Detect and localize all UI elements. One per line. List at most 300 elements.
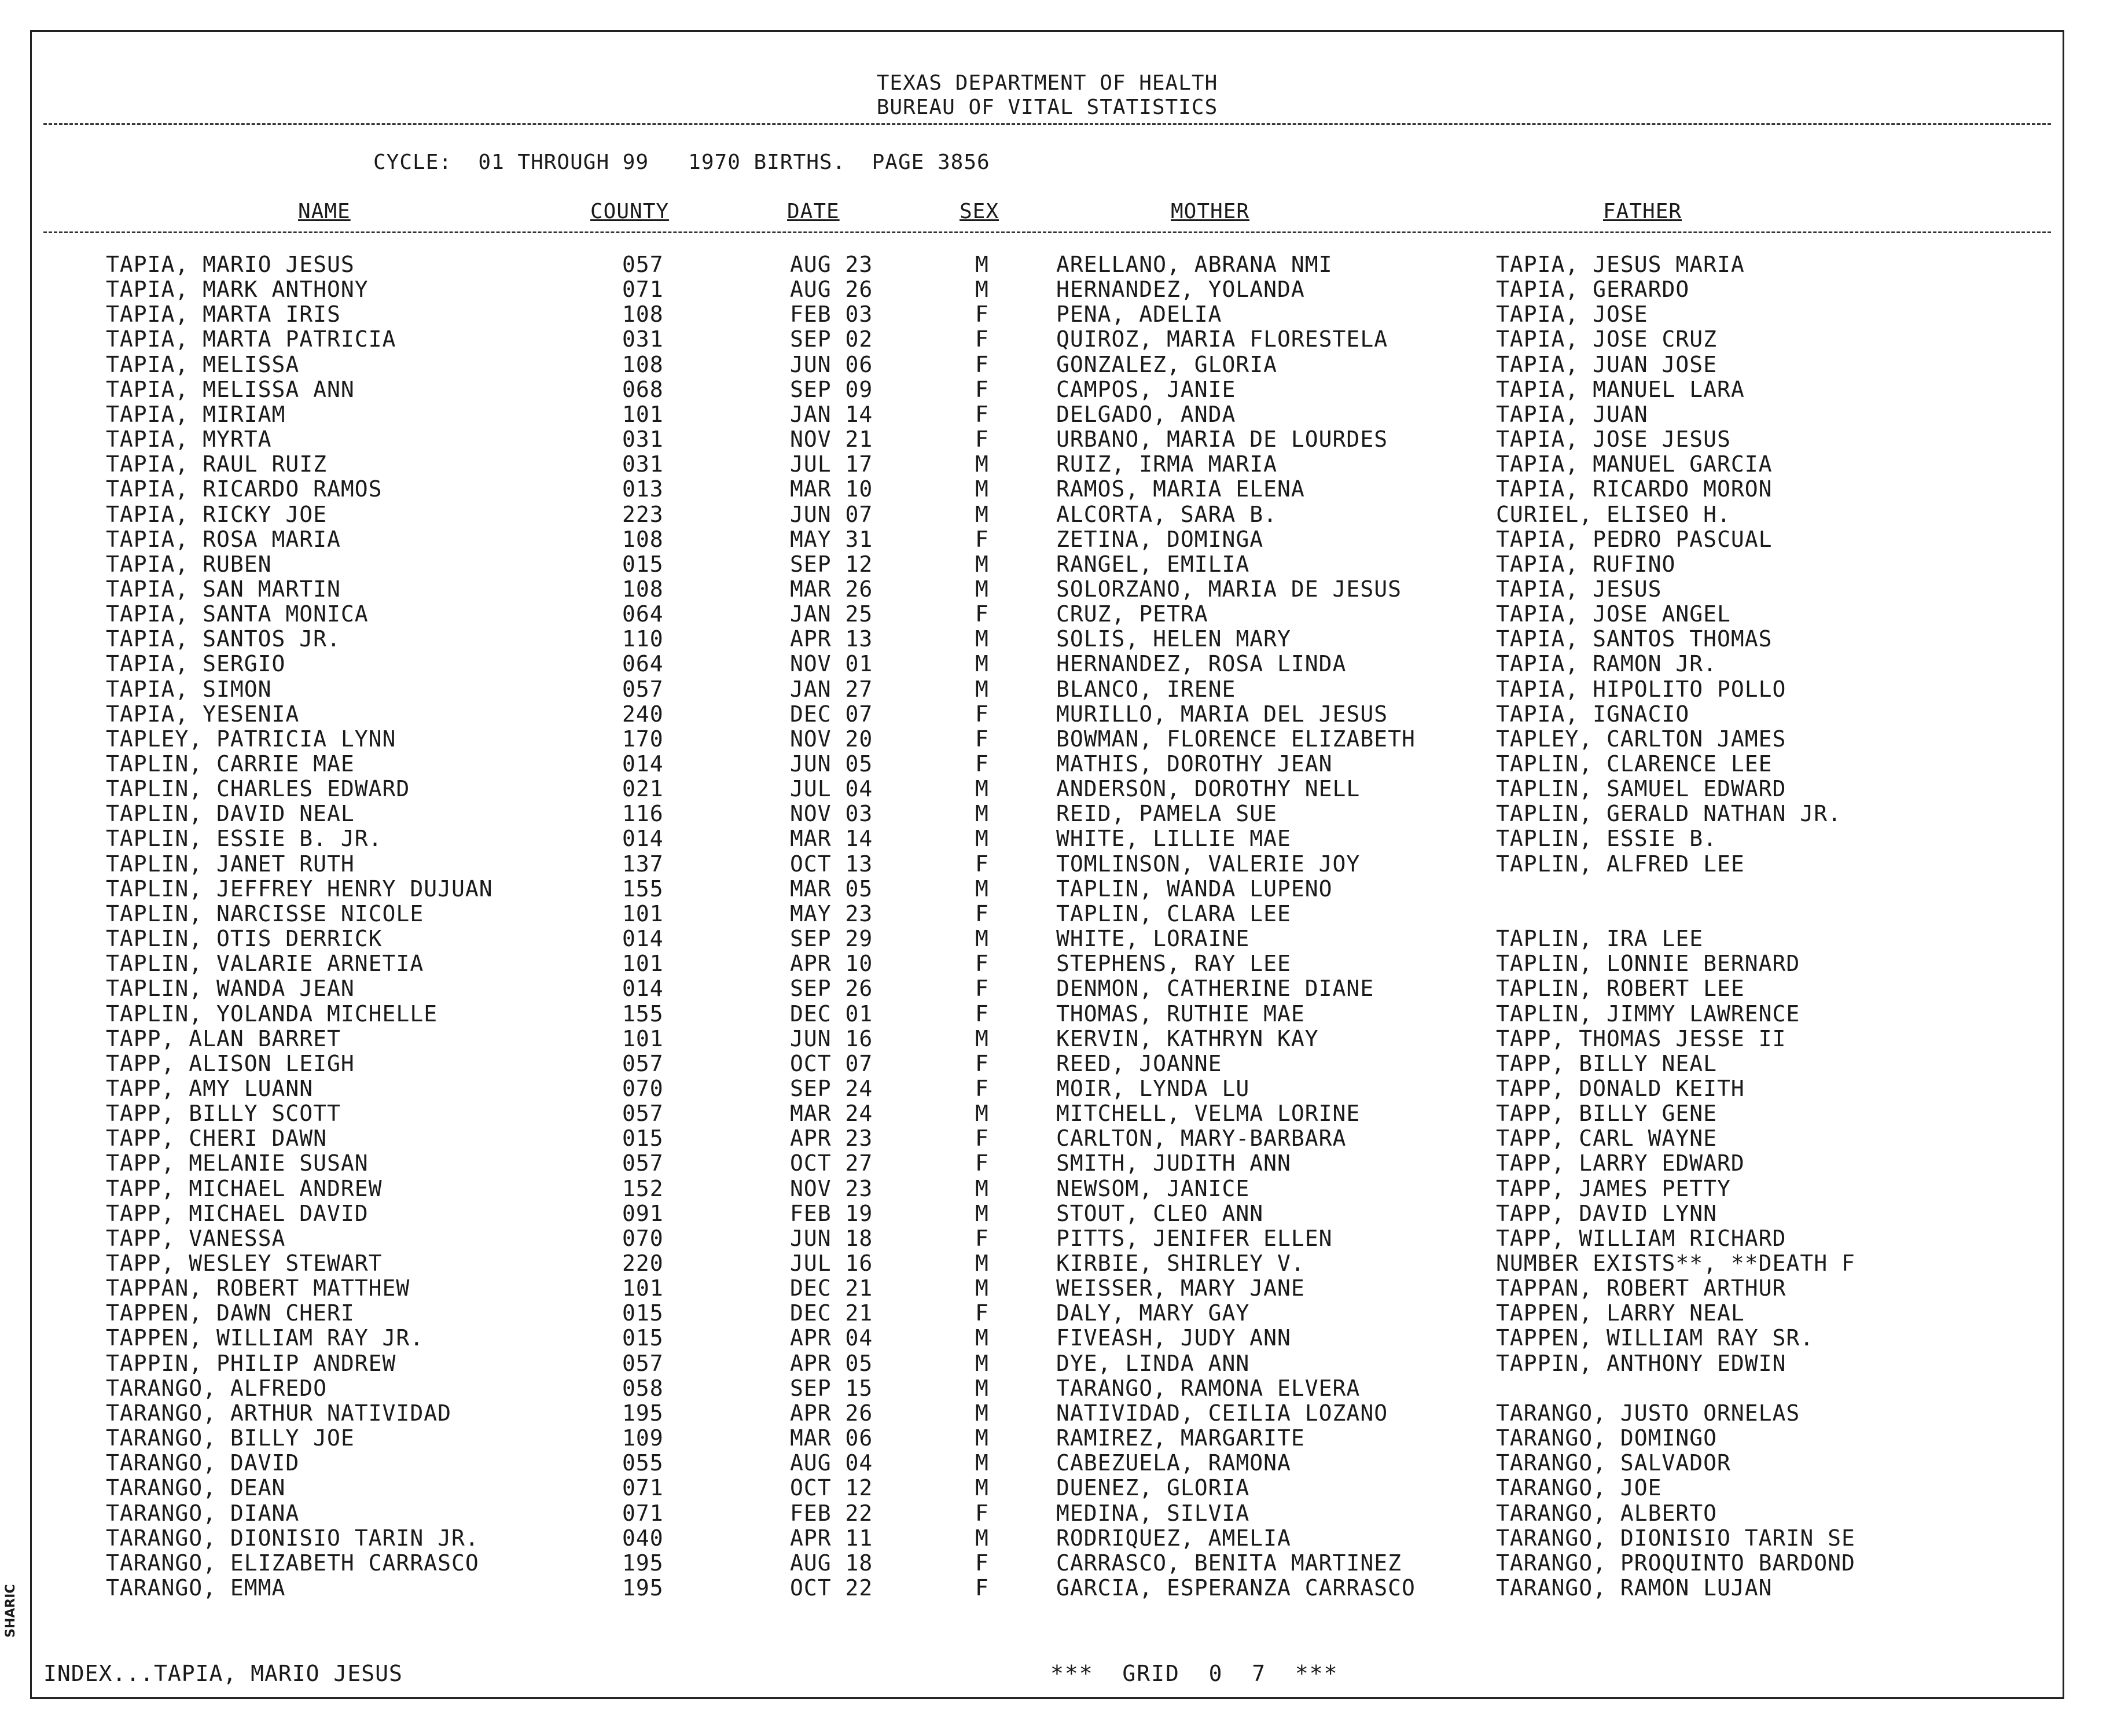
cell-sex: M bbox=[975, 926, 989, 952]
cell-name: TAPIA, SAN MARTIN bbox=[106, 576, 341, 602]
cell-date: MAR 10 bbox=[790, 476, 873, 502]
cell-date: NOV 03 bbox=[790, 801, 873, 827]
cell-mother: PENA, ADELIA bbox=[1056, 301, 1222, 328]
cell-mother: TAPLIN, CLARA LEE bbox=[1056, 900, 1291, 926]
cell-date: AUG 18 bbox=[790, 1550, 873, 1576]
cell-county: 152 bbox=[622, 1175, 664, 1201]
cell-sex: M bbox=[975, 1400, 989, 1426]
cell-father: TAPP, BILLY GENE bbox=[1496, 1101, 1718, 1127]
cell-name: TAPIA, RUBEN bbox=[106, 551, 272, 577]
cell-county: 057 bbox=[622, 1150, 664, 1176]
cell-father: TAPIA, JOSE JESUS bbox=[1496, 426, 1731, 453]
cell-county: 070 bbox=[622, 1075, 664, 1101]
cell-mother: GONZALEZ, GLORIA bbox=[1056, 351, 1278, 377]
cell-name: TAPPIN, PHILIP ANDREW bbox=[106, 1350, 396, 1376]
cell-county: 040 bbox=[622, 1525, 664, 1551]
cell-sex: F bbox=[975, 751, 989, 777]
cell-county: 091 bbox=[622, 1200, 664, 1226]
cell-sex: M bbox=[975, 277, 989, 303]
cell-mother: MEDINA, SILVIA bbox=[1056, 1500, 1250, 1526]
cell-county: 155 bbox=[622, 876, 664, 902]
cell-father: TARANGO, DIONISIO TARIN SE bbox=[1496, 1525, 1855, 1551]
cell-sex: F bbox=[975, 376, 989, 402]
divider bbox=[43, 231, 2051, 233]
cell-mother: RAMIREZ, MARGARITE bbox=[1056, 1425, 1305, 1451]
cell-father: TAPIA, RAMON JR. bbox=[1496, 651, 1718, 677]
cell-mother: HERNANDEZ, YOLANDA bbox=[1056, 277, 1305, 303]
cell-name: TAPLIN, JANET RUTH bbox=[106, 851, 355, 877]
cell-father: TAPIA, SANTOS THOMAS bbox=[1496, 626, 1773, 652]
cell-date: MAR 14 bbox=[790, 826, 873, 852]
cell-date: OCT 12 bbox=[790, 1475, 873, 1501]
cell-sex: F bbox=[975, 351, 989, 377]
cell-mother: MITCHELL, VELMA LORINE bbox=[1056, 1101, 1361, 1127]
cell-county: 021 bbox=[622, 776, 664, 802]
cell-sex: M bbox=[975, 676, 989, 702]
cell-mother: SMITH, JUDITH ANN bbox=[1056, 1150, 1291, 1176]
cell-father: TAPLIN, LONNIE BERNARD bbox=[1496, 951, 1800, 977]
cell-date: MAR 06 bbox=[790, 1425, 873, 1451]
cell-county: 101 bbox=[622, 1275, 664, 1301]
cell-county: 109 bbox=[622, 1425, 664, 1451]
cell-father: TAPPEN, LARRY NEAL bbox=[1496, 1300, 1745, 1326]
cell-sex: M bbox=[975, 1175, 989, 1201]
cell-mother: SOLORZANO, MARIA DE JESUS bbox=[1056, 576, 1402, 602]
cell-sex: F bbox=[975, 601, 989, 627]
cell-mother: RANGEL, EMILIA bbox=[1056, 551, 1250, 577]
cell-sex: F bbox=[975, 1150, 989, 1176]
cell-mother: KERVIN, KATHRYN KAY bbox=[1056, 1025, 1319, 1051]
cell-mother: KIRBIE, SHIRLEY V. bbox=[1056, 1250, 1305, 1276]
cell-name: TAPP, ALISON LEIGH bbox=[106, 1050, 355, 1076]
cell-mother: CARLTON, MARY-BARBARA bbox=[1056, 1126, 1347, 1152]
cell-name: TAPPEN, DAWN CHERI bbox=[106, 1300, 355, 1326]
cell-sex: M bbox=[975, 1425, 989, 1451]
cell-father: TAPP, BILLY NEAL bbox=[1496, 1050, 1718, 1076]
cell-sex: M bbox=[975, 876, 989, 902]
column-header-date: DATE bbox=[787, 200, 840, 223]
cell-date: OCT 07 bbox=[790, 1050, 873, 1076]
cell-sex: M bbox=[975, 1025, 989, 1051]
cell-sex: M bbox=[975, 801, 989, 827]
cell-father: TAPLIN, GERALD NATHAN JR. bbox=[1496, 801, 1841, 827]
cell-sex: M bbox=[975, 1275, 989, 1301]
page-frame bbox=[30, 30, 2064, 1699]
cell-sex: M bbox=[975, 776, 989, 802]
cell-name: TAPLIN, CHARLES EDWARD bbox=[106, 776, 410, 802]
cell-name: TAPP, BILLY SCOTT bbox=[106, 1101, 341, 1127]
cell-mother: FIVEASH, JUDY ANN bbox=[1056, 1325, 1291, 1351]
cell-date: APR 05 bbox=[790, 1350, 873, 1376]
cell-father: TAPLIN, SAMUEL EDWARD bbox=[1496, 776, 1787, 802]
cell-mother: WHITE, LORAINE bbox=[1056, 926, 1250, 952]
cell-mother: ZETINA, DOMINGA bbox=[1056, 526, 1264, 552]
cell-father: CURIEL, ELISEO H. bbox=[1496, 501, 1731, 527]
cell-name: TAPPEN, WILLIAM RAY JR. bbox=[106, 1325, 424, 1351]
cell-date: JAN 14 bbox=[790, 401, 873, 427]
cell-date: JUN 18 bbox=[790, 1225, 873, 1251]
cell-county: 108 bbox=[622, 351, 664, 377]
cell-mother: DENMON, CATHERINE DIANE bbox=[1056, 976, 1374, 1002]
cell-mother: THOMAS, RUTHIE MAE bbox=[1056, 1001, 1305, 1027]
cell-sex: M bbox=[975, 626, 989, 652]
agency-title: TEXAS DEPARTMENT OF HEALTH bbox=[876, 71, 1218, 95]
cell-date: AUG 26 bbox=[790, 277, 873, 303]
cell-mother: BLANCO, IRENE bbox=[1056, 676, 1236, 702]
cell-county: 101 bbox=[622, 900, 664, 926]
cell-mother: MATHIS, DOROTHY JEAN bbox=[1056, 751, 1333, 777]
cell-date: FEB 03 bbox=[790, 301, 873, 328]
cell-mother: ARELLANO, ABRANA NMI bbox=[1056, 252, 1333, 277]
cell-name: TARANGO, DIONISIO TARIN JR. bbox=[106, 1525, 479, 1551]
cell-sex: F bbox=[975, 726, 989, 752]
cell-date: NOV 01 bbox=[790, 651, 873, 677]
cell-sex: M bbox=[975, 501, 989, 527]
cell-name: TAPIA, SANTOS JR. bbox=[106, 626, 341, 652]
cell-county: 071 bbox=[622, 1500, 664, 1526]
cell-date: APR 23 bbox=[790, 1126, 873, 1152]
cell-sex: F bbox=[975, 1126, 989, 1152]
cell-father: TAPP, DONALD KEITH bbox=[1496, 1075, 1745, 1101]
cell-sex: F bbox=[975, 976, 989, 1002]
cell-father: TAPPIN, ANTHONY EDWIN bbox=[1496, 1350, 1787, 1376]
cell-mother: REED, JOANNE bbox=[1056, 1050, 1222, 1076]
cell-county: 170 bbox=[622, 726, 664, 752]
cell-sex: F bbox=[975, 1550, 989, 1576]
cell-sex: F bbox=[975, 701, 989, 727]
cell-mother: REID, PAMELA SUE bbox=[1056, 801, 1278, 827]
cell-father: TARANGO, JOE bbox=[1496, 1475, 1662, 1501]
cell-name: TAPP, CHERI DAWN bbox=[106, 1126, 328, 1152]
cell-name: TAPP, WESLEY STEWART bbox=[106, 1250, 383, 1276]
cell-mother: WHITE, LILLIE MAE bbox=[1056, 826, 1291, 852]
cell-county: 071 bbox=[622, 277, 664, 303]
cell-county: 031 bbox=[622, 426, 664, 453]
cell-father: TAPLIN, ALFRED LEE bbox=[1496, 851, 1745, 877]
bureau-title: BUREAU OF VITAL STATISTICS bbox=[876, 95, 1218, 119]
cell-mother: RAMOS, MARIA ELENA bbox=[1056, 476, 1305, 502]
cell-sex: M bbox=[975, 651, 989, 677]
cell-father: TAPP, DAVID LYNN bbox=[1496, 1200, 1718, 1226]
cell-father: TAPLEY, CARLTON JAMES bbox=[1496, 726, 1787, 752]
cell-sex: M bbox=[975, 1525, 989, 1551]
cell-county: 155 bbox=[622, 1001, 664, 1027]
cell-date: SEP 12 bbox=[790, 551, 873, 577]
cell-father: TAPP, LARRY EDWARD bbox=[1496, 1150, 1745, 1176]
cell-county: 101 bbox=[622, 1025, 664, 1051]
cell-sex: M bbox=[975, 476, 989, 502]
cell-father: TAPIA, MANUEL LARA bbox=[1496, 376, 1745, 402]
cell-father: TARANGO, JUSTO ORNELAS bbox=[1496, 1400, 1800, 1426]
cell-sex: F bbox=[975, 1500, 989, 1526]
cell-mother: HERNANDEZ, ROSA LINDA bbox=[1056, 651, 1347, 677]
cell-sex: M bbox=[975, 551, 989, 577]
cell-name: TAPIA, RAUL RUIZ bbox=[106, 451, 328, 477]
cell-name: TAPIA, MYRTA bbox=[106, 426, 272, 453]
cell-father: TAPLIN, CLARENCE LEE bbox=[1496, 751, 1773, 777]
cell-mother: ALCORTA, SARA B. bbox=[1056, 501, 1278, 527]
cell-name: TAPP, VANESSA bbox=[106, 1225, 286, 1251]
cell-mother: WEISSER, MARY JANE bbox=[1056, 1275, 1305, 1301]
cell-date: MAR 26 bbox=[790, 576, 873, 602]
cell-date: DEC 21 bbox=[790, 1300, 873, 1326]
cell-county: 108 bbox=[622, 301, 664, 328]
divider bbox=[43, 123, 2051, 125]
cell-name: TAPIA, ROSA MARIA bbox=[106, 526, 341, 552]
side-mark: SHARIC bbox=[3, 1584, 18, 1638]
cell-sex: M bbox=[975, 252, 989, 277]
cell-name: TAPIA, MARIO JESUS bbox=[106, 252, 355, 277]
cell-father: TAPIA, JOSE CRUZ bbox=[1496, 326, 1718, 352]
cell-county: 108 bbox=[622, 576, 664, 602]
cell-county: 057 bbox=[622, 1101, 664, 1127]
cell-date: APR 26 bbox=[790, 1400, 873, 1426]
cell-county: 220 bbox=[622, 1250, 664, 1276]
cell-father: TAPP, CARL WAYNE bbox=[1496, 1126, 1718, 1152]
cell-father: TAPP, THOMAS JESSE II bbox=[1496, 1025, 1787, 1051]
cell-mother: CAMPOS, JANIE bbox=[1056, 376, 1236, 402]
cell-father: TAPP, JAMES PETTY bbox=[1496, 1175, 1731, 1201]
cell-father: TAPIA, JOSE ANGEL bbox=[1496, 601, 1731, 627]
cell-sex: M bbox=[975, 1450, 989, 1476]
cell-name: TAPLIN, DAVID NEAL bbox=[106, 801, 355, 827]
cell-date: AUG 23 bbox=[790, 252, 873, 277]
cell-sex: M bbox=[975, 1475, 989, 1501]
cell-county: 057 bbox=[622, 1350, 664, 1376]
cell-date: AUG 04 bbox=[790, 1450, 873, 1476]
cell-date: APR 04 bbox=[790, 1325, 873, 1351]
cell-county: 031 bbox=[622, 451, 664, 477]
cell-father: TARANGO, ALBERTO bbox=[1496, 1500, 1718, 1526]
cell-father: TAPIA, IGNACIO bbox=[1496, 701, 1690, 727]
cell-county: 116 bbox=[622, 801, 664, 827]
cell-name: TAPP, ALAN BARRET bbox=[106, 1025, 341, 1051]
cell-father: TAPIA, JESUS bbox=[1496, 576, 1662, 602]
cell-sex: F bbox=[975, 1050, 989, 1076]
cell-mother: URBANO, MARIA DE LOURDES bbox=[1056, 426, 1388, 453]
cell-sex: F bbox=[975, 951, 989, 977]
cell-sex: M bbox=[975, 1250, 989, 1276]
cell-sex: F bbox=[975, 1001, 989, 1027]
cell-father: TAPIA, GERARDO bbox=[1496, 277, 1690, 303]
cell-date: JUN 05 bbox=[790, 751, 873, 777]
cell-sex: F bbox=[975, 426, 989, 453]
cell-date: MAY 31 bbox=[790, 526, 873, 552]
cell-father: TARANGO, DOMINGO bbox=[1496, 1425, 1718, 1451]
cell-mother: STOUT, CLEO ANN bbox=[1056, 1200, 1264, 1226]
cell-county: 014 bbox=[622, 976, 664, 1002]
cell-county: 240 bbox=[622, 701, 664, 727]
cell-mother: TAPLIN, WANDA LUPENO bbox=[1056, 876, 1333, 902]
cell-father: TAPLIN, IRA LEE bbox=[1496, 926, 1704, 952]
cell-county: 195 bbox=[622, 1575, 664, 1601]
cell-county: 014 bbox=[622, 826, 664, 852]
cell-county: 101 bbox=[622, 401, 664, 427]
cell-county: 195 bbox=[622, 1400, 664, 1426]
cell-date: JUN 07 bbox=[790, 501, 873, 527]
cell-name: TAPLIN, CARRIE MAE bbox=[106, 751, 355, 777]
cell-sex: F bbox=[975, 1075, 989, 1101]
cell-name: TARANGO, ELIZABETH CARRASCO bbox=[106, 1550, 479, 1576]
cell-date: FEB 19 bbox=[790, 1200, 873, 1226]
cell-date: OCT 27 bbox=[790, 1150, 873, 1176]
cell-date: SEP 09 bbox=[790, 376, 873, 402]
cell-mother: SOLIS, HELEN MARY bbox=[1056, 626, 1291, 652]
cell-date: SEP 29 bbox=[790, 926, 873, 952]
cell-county: 055 bbox=[622, 1450, 664, 1476]
cell-father: TARANGO, PROQUINTO BARDOND bbox=[1496, 1550, 1855, 1576]
cell-sex: M bbox=[975, 1200, 989, 1226]
cell-county: 014 bbox=[622, 751, 664, 777]
cell-mother: PITTS, JENIFER ELLEN bbox=[1056, 1225, 1333, 1251]
cell-sex: F bbox=[975, 1225, 989, 1251]
cell-county: 015 bbox=[622, 1126, 664, 1152]
cell-county: 064 bbox=[622, 651, 664, 677]
cell-sex: F bbox=[975, 1575, 989, 1601]
cell-date: JUN 16 bbox=[790, 1025, 873, 1051]
cell-name: TAPIA, MARK ANTHONY bbox=[106, 277, 369, 303]
cell-name: TAPIA, YESENIA bbox=[106, 701, 300, 727]
cell-sex: F bbox=[975, 526, 989, 552]
cell-county: 137 bbox=[622, 851, 664, 877]
cell-sex: F bbox=[975, 900, 989, 926]
cell-mother: GARCIA, ESPERANZA CARRASCO bbox=[1056, 1575, 1416, 1601]
cell-father: TAPLIN, ROBERT LEE bbox=[1496, 976, 1745, 1002]
cell-county: 068 bbox=[622, 376, 664, 402]
cell-sex: M bbox=[975, 1101, 989, 1127]
cell-father: TAPIA, JUAN JOSE bbox=[1496, 351, 1718, 377]
cell-name: TARANGO, BILLY JOE bbox=[106, 1425, 355, 1451]
cell-date: OCT 22 bbox=[790, 1575, 873, 1601]
cell-date: SEP 15 bbox=[790, 1375, 873, 1401]
cell-mother: ANDERSON, DOROTHY NELL bbox=[1056, 776, 1361, 802]
cell-date: SEP 24 bbox=[790, 1075, 873, 1101]
cell-mother: CRUZ, PETRA bbox=[1056, 601, 1208, 627]
cell-name: TAPIA, RICARDO RAMOS bbox=[106, 476, 383, 502]
cell-date: JUL 04 bbox=[790, 776, 873, 802]
column-header-sex: SEX bbox=[960, 200, 999, 223]
cell-mother: RODRIQUEZ, AMELIA bbox=[1056, 1525, 1291, 1551]
cell-father: TAPLIN, JIMMY LAWRENCE bbox=[1496, 1001, 1800, 1027]
cell-father: TAPIA, RICARDO MORON bbox=[1496, 476, 1773, 502]
cell-date: JUL 17 bbox=[790, 451, 873, 477]
cell-date: MAR 24 bbox=[790, 1101, 873, 1127]
cell-county: 057 bbox=[622, 1050, 664, 1076]
cell-county: 070 bbox=[622, 1225, 664, 1251]
cell-date: MAR 05 bbox=[790, 876, 873, 902]
cell-county: 057 bbox=[622, 676, 664, 702]
cell-name: TARANGO, DAVID bbox=[106, 1450, 300, 1476]
cell-date: SEP 02 bbox=[790, 326, 873, 352]
cell-county: 058 bbox=[622, 1375, 664, 1401]
cell-father: TAPIA, RUFINO bbox=[1496, 551, 1676, 577]
index-line: INDEX...TAPIA, MARIO JESUS bbox=[43, 1661, 403, 1686]
cell-name: TAPP, AMY LUANN bbox=[106, 1075, 314, 1101]
cell-father: TARANGO, RAMON LUJAN bbox=[1496, 1575, 1773, 1601]
cell-mother: TARANGO, RAMONA ELVERA bbox=[1056, 1375, 1361, 1401]
cell-sex: M bbox=[975, 1375, 989, 1401]
cell-name: TAPIA, RICKY JOE bbox=[106, 501, 328, 527]
cell-county: 015 bbox=[622, 551, 664, 577]
cell-name: TAPLIN, NARCISSE NICOLE bbox=[106, 900, 424, 926]
cell-father: TAPIA, JESUS MARIA bbox=[1496, 252, 1745, 277]
cell-mother: NEWSOM, JANICE bbox=[1056, 1175, 1250, 1201]
cell-date: DEC 21 bbox=[790, 1275, 873, 1301]
cycle-line: CYCLE: 01 THROUGH 99 1970 BIRTHS. PAGE 3856 bbox=[373, 150, 990, 174]
cell-date: NOV 21 bbox=[790, 426, 873, 453]
cell-sex: M bbox=[975, 1350, 989, 1376]
grid-label: *** GRID 0 7 *** bbox=[1050, 1661, 1339, 1686]
cell-county: 015 bbox=[622, 1300, 664, 1326]
cell-sex: F bbox=[975, 326, 989, 352]
cell-sex: F bbox=[975, 301, 989, 328]
cell-name: TARANGO, DEAN bbox=[106, 1475, 286, 1501]
cell-name: TAPP, MELANIE SUSAN bbox=[106, 1150, 369, 1176]
cell-date: OCT 13 bbox=[790, 851, 873, 877]
cell-name: TARANGO, EMMA bbox=[106, 1575, 286, 1601]
cell-name: TAPLEY, PATRICIA LYNN bbox=[106, 726, 396, 752]
cell-mother: BOWMAN, FLORENCE ELIZABETH bbox=[1056, 726, 1416, 752]
cell-name: TARANGO, ARTHUR NATIVIDAD bbox=[106, 1400, 451, 1426]
column-header-father: FATHER bbox=[1603, 200, 1682, 223]
cell-name: TAPIA, MIRIAM bbox=[106, 401, 286, 427]
cell-father: TAPLIN, ESSIE B. bbox=[1496, 826, 1718, 852]
column-header-mother: MOTHER bbox=[1171, 200, 1250, 223]
cell-father: TAPIA, MANUEL GARCIA bbox=[1496, 451, 1773, 477]
cell-name: TAPP, MICHAEL DAVID bbox=[106, 1200, 369, 1226]
cell-mother: CABEZUELA, RAMONA bbox=[1056, 1450, 1291, 1476]
cell-mother: DELGADO, ANDA bbox=[1056, 401, 1236, 427]
cell-date: NOV 23 bbox=[790, 1175, 873, 1201]
cell-mother: RUIZ, IRMA MARIA bbox=[1056, 451, 1278, 477]
cell-mother: STEPHENS, RAY LEE bbox=[1056, 951, 1291, 977]
cell-name: TAPIA, MELISSA bbox=[106, 351, 300, 377]
cell-mother: DALY, MARY GAY bbox=[1056, 1300, 1250, 1326]
cell-county: 064 bbox=[622, 601, 664, 627]
cell-date: APR 11 bbox=[790, 1525, 873, 1551]
cell-name: TAPIA, MARTA PATRICIA bbox=[106, 326, 396, 352]
cell-county: 108 bbox=[622, 526, 664, 552]
cell-county: 071 bbox=[622, 1475, 664, 1501]
cell-date: NOV 20 bbox=[790, 726, 873, 752]
cell-date: APR 10 bbox=[790, 951, 873, 977]
cell-father: TAPP, WILLIAM RICHARD bbox=[1496, 1225, 1787, 1251]
cell-father: TAPIA, PEDRO PASCUAL bbox=[1496, 526, 1773, 552]
cell-father: TAPIA, JOSE bbox=[1496, 301, 1648, 328]
cell-mother: MOIR, LYNDA LU bbox=[1056, 1075, 1250, 1101]
cell-name: TAPPAN, ROBERT MATTHEW bbox=[106, 1275, 410, 1301]
cell-sex: M bbox=[975, 451, 989, 477]
cell-father: TAPPEN, WILLIAM RAY SR. bbox=[1496, 1325, 1814, 1351]
cell-name: TAPIA, SERGIO bbox=[106, 651, 286, 677]
cell-county: 101 bbox=[622, 951, 664, 977]
cell-date: DEC 07 bbox=[790, 701, 873, 727]
cell-date: JAN 25 bbox=[790, 601, 873, 627]
cell-name: TAPLIN, JEFFREY HENRY DUJUAN bbox=[106, 876, 493, 902]
cell-county: 014 bbox=[622, 926, 664, 952]
cell-county: 013 bbox=[622, 476, 664, 502]
cell-county: 195 bbox=[622, 1550, 664, 1576]
cell-date: FEB 22 bbox=[790, 1500, 873, 1526]
cell-county: 031 bbox=[622, 326, 664, 352]
cell-mother: QUIROZ, MARIA FLORESTELA bbox=[1056, 326, 1388, 352]
cell-mother: DYE, LINDA ANN bbox=[1056, 1350, 1250, 1376]
cell-name: TAPLIN, OTIS DERRICK bbox=[106, 926, 383, 952]
cell-name: TARANGO, ALFREDO bbox=[106, 1375, 328, 1401]
cell-date: DEC 01 bbox=[790, 1001, 873, 1027]
cell-father: TAPIA, JUAN bbox=[1496, 401, 1648, 427]
cell-date: JUN 06 bbox=[790, 351, 873, 377]
